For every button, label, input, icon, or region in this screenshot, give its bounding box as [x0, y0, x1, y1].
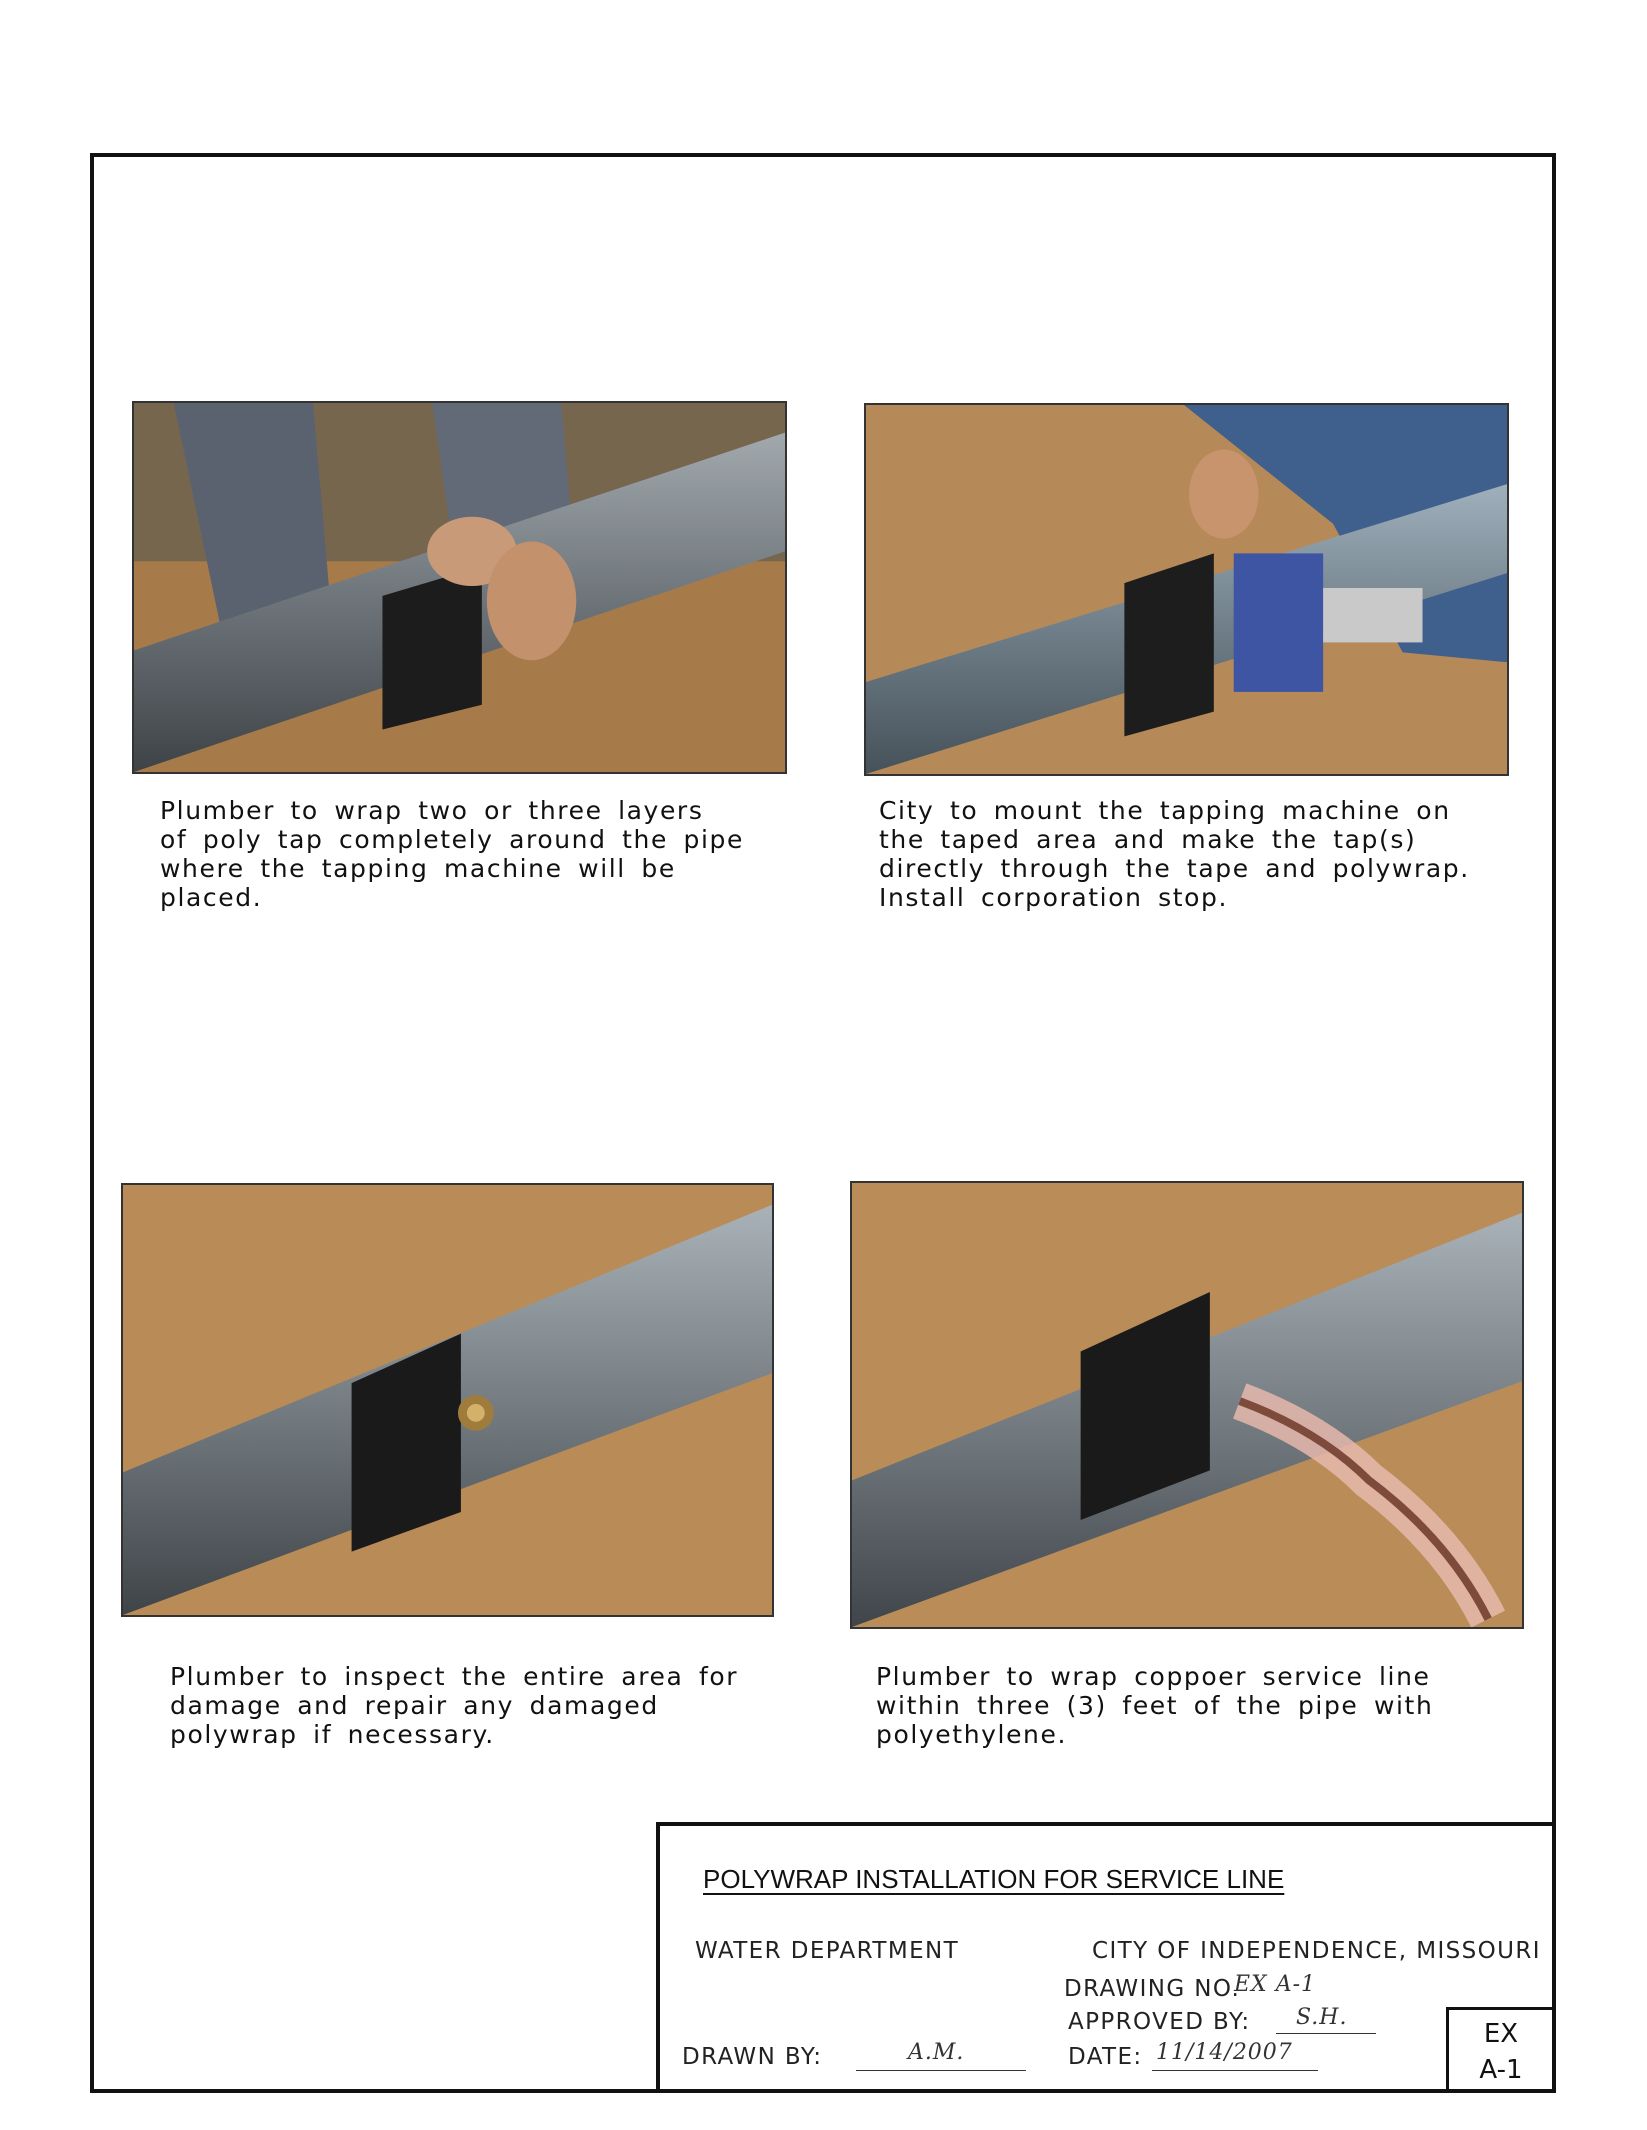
sheet-number-box	[1446, 2007, 1556, 2093]
city-label: CITY OF INDEPENDENCE, MISSOURI	[1092, 1938, 1541, 1964]
approved-by-line	[1276, 2033, 1376, 2034]
date-value: 11/14/2007	[1156, 2040, 1293, 2065]
step-4-photo	[850, 1181, 1524, 1629]
drawing-title: POLYWRAP INSTALLATION FOR SERVICE LINE	[703, 1864, 1285, 1894]
step-3-photo	[121, 1183, 774, 1617]
approved-by-label: APPROVED BY:	[1068, 2009, 1251, 2035]
date-label: DATE:	[1068, 2044, 1143, 2070]
step-2-caption: City to mount the tapping machine on the taped area and make the tap(s) directly through the tape and polywrap. Install corporation stop.	[879, 796, 1470, 912]
drawn-by-value: A.M.	[908, 2040, 965, 2065]
step-4-caption: Plumber to wrap coppoer service line within three (3) feet of the pipe with polyethylene.	[876, 1662, 1434, 1749]
step-1-photo	[132, 401, 787, 774]
step-1-caption: Plumber to wrap two or three layers of poly tap completely around the pipe where the tapping machine will be placed.	[160, 796, 744, 912]
step-2-photo	[864, 403, 1509, 776]
sheet-number-line2: A-1	[1479, 2055, 1523, 2085]
approved-by-value: S.H.	[1296, 2005, 1348, 2030]
drawn-by-line	[856, 2070, 1026, 2071]
date-line	[1152, 2070, 1318, 2071]
title-block	[656, 1822, 1556, 2093]
department-label: WATER DEPARTMENT	[695, 1938, 960, 1964]
sheet-number-line1: EX	[1483, 2019, 1519, 2049]
drawing-no-label: DRAWING NO.	[1064, 1976, 1241, 2002]
step-3-caption: Plumber to inspect the entire area for damage and repair any damaged polywrap if necessary.	[170, 1662, 739, 1749]
drawn-by-label: DRAWN BY:	[682, 2044, 823, 2070]
drawing-no-value: EX A-1	[1234, 1972, 1317, 1997]
